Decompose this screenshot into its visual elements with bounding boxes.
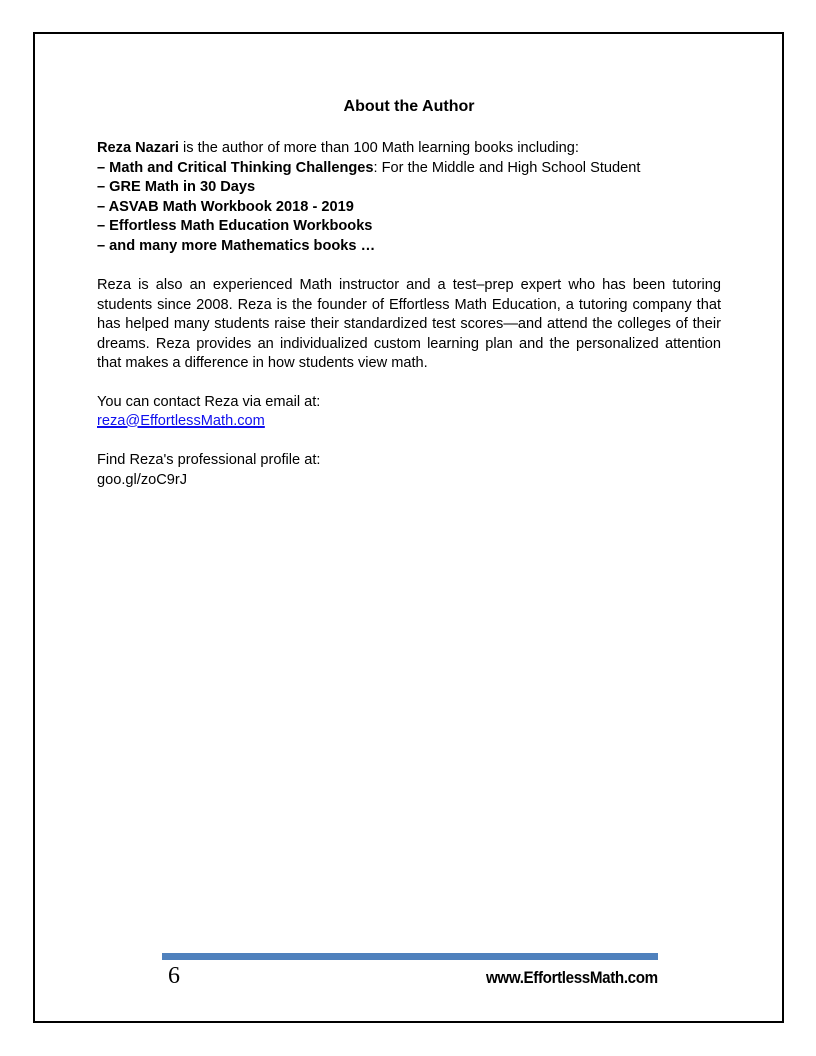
profile-label: Find Reza's professional profile at:: [97, 452, 321, 468]
book-list-item: [97, 198, 721, 218]
contact-label: You can contact Reza via email at:: [97, 393, 321, 410]
page-border: [33, 32, 784, 1023]
book-title: – and many more Mathematics books …: [97, 237, 376, 254]
book-list-item: [97, 237, 721, 257]
author-bio: Reza is also an experienced Math instructor and a test–prep expert who has been tutoring students since 2008. Reza is the founder of Effortless Math Education, a tutoring company that has helped many students raise their standardized test scores—and attend the colleges of their dreams. Reza provides an individualized custom learning plan and the personalized attention that makes a difference in how students view math.: [97, 277, 721, 371]
book-list-item: [97, 178, 721, 198]
book-title: – Effortless Math Education Workbooks: [97, 218, 373, 234]
book-title: – Math and Critical Thinking Challenges: [97, 159, 374, 176]
book-list-item: [97, 159, 721, 179]
author-name: Reza Nazari: [97, 140, 179, 156]
email-line: [97, 412, 721, 432]
intro-line-rest: is the author of more than 100 Math learning books including:: [178, 140, 579, 156]
page-content: [97, 34, 721, 1021]
page-number: 6: [168, 963, 180, 989]
website-text: www.EffortlessMath.com: [486, 969, 658, 987]
page-footer: [162, 953, 658, 989]
book-list-item: [97, 217, 721, 237]
profile-url: goo.gl/zoC9rJ: [97, 471, 188, 488]
footer-divider-bar: [162, 953, 658, 960]
book-subtitle: : For the Middle and High School Student: [373, 159, 641, 176]
author-intro: [97, 139, 721, 256]
email-link[interactable]: reza@EffortlessMath.com: [97, 413, 265, 429]
footer-row: [162, 963, 658, 989]
book-title: – GRE Math in 30 Days: [97, 179, 256, 195]
book-title: – ASVAB Math Workbook 2018 - 2019: [97, 198, 354, 215]
page-title: About the Author: [343, 98, 475, 115]
intro-line: [97, 139, 721, 159]
